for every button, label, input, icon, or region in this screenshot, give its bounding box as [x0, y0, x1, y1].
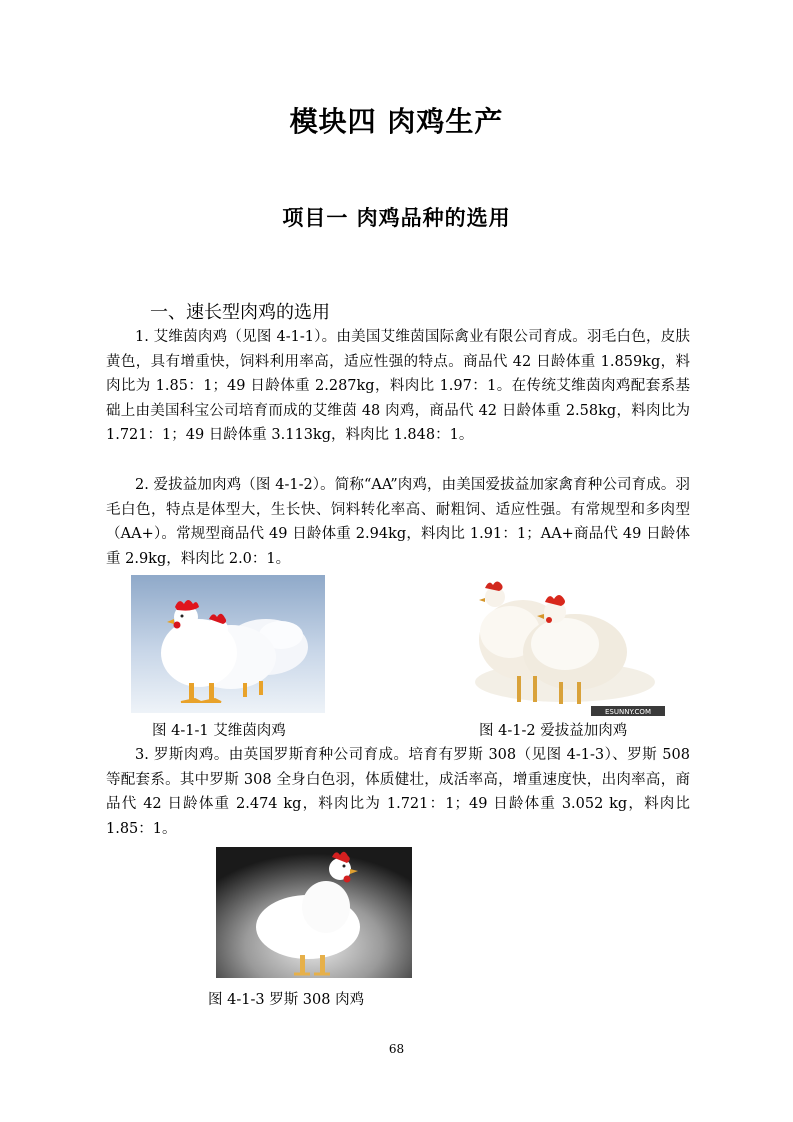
section-heading: 一、速长型肉鸡的选用 — [150, 302, 330, 323]
module-title: 模块四 肉鸡生产 — [289, 105, 504, 138]
aa-broiler-photo — [455, 572, 665, 716]
paragraph-avian: 1. 艾维茵肉鸡（见图 4-1-1）。由美国艾维茵国际禽业有限公司育成。羽毛白色，皮肤黄色，具有增重快，饲料利用率高，适应性强的特点。商品代 42 日龄体重 1.859kg，料肉比为 1.85：1；49 日龄体重 2.287kg，料肉比 1.97：1。在传统艾维茵肉鸡配套系基础上由美国科宝公司培育而成的艾维茵 48 肉鸡，商品代 42 日龄体重 2.58kg，料肉比为 1.721：1；49 日龄体重 3.113kg，料肉比 1.848：1。 — [106, 329, 690, 443]
avian-broiler-photo — [131, 575, 325, 713]
paragraph-ross: 3. 罗斯肉鸡。由英国罗斯育种公司育成。培育有罗斯 308（见图 4-1-3）、罗斯 508 等配套系。其中罗斯 308 全身白色羽，体质健壮，成活率高，增重速度快，出肉率高，商品代 42 日龄体重 2.474 kg，料肉比为 1.721：1；49 日龄体重 3.052 kg，料肉比 1.85：1。 — [106, 747, 690, 837]
page-number: 68 — [388, 1042, 405, 1056]
ross-308-photo — [216, 847, 412, 978]
project-title: 项目一 肉鸡品种的选用 — [282, 205, 511, 230]
photo-watermark: ESUNNY.COM — [605, 708, 651, 716]
paragraph-aa: 2. 爱拔益加肉鸡（图 4-1-2）。简称“AA”肉鸡，由美国爱拔益加家禽育种公司育成。羽毛白色，特点是体型大，生长快、饲料转化率高、耐粗饲、适应性强。有常规型和多肉型（AA+）。常规型商品代 49 日龄体重 2.94kg，料肉比 1.91：1；AA+商品代 49 日龄体重 2.9kg，料肉比 2.0：1。 — [106, 477, 690, 567]
figure-caption: 图 4-1-1 艾维茵肉鸡 — [152, 723, 286, 739]
figure-caption: 图 4-1-2 爱拔益加肉鸡 — [479, 723, 628, 739]
figure-caption: 图 4-1-3 罗斯 308 肉鸡 — [208, 992, 365, 1008]
